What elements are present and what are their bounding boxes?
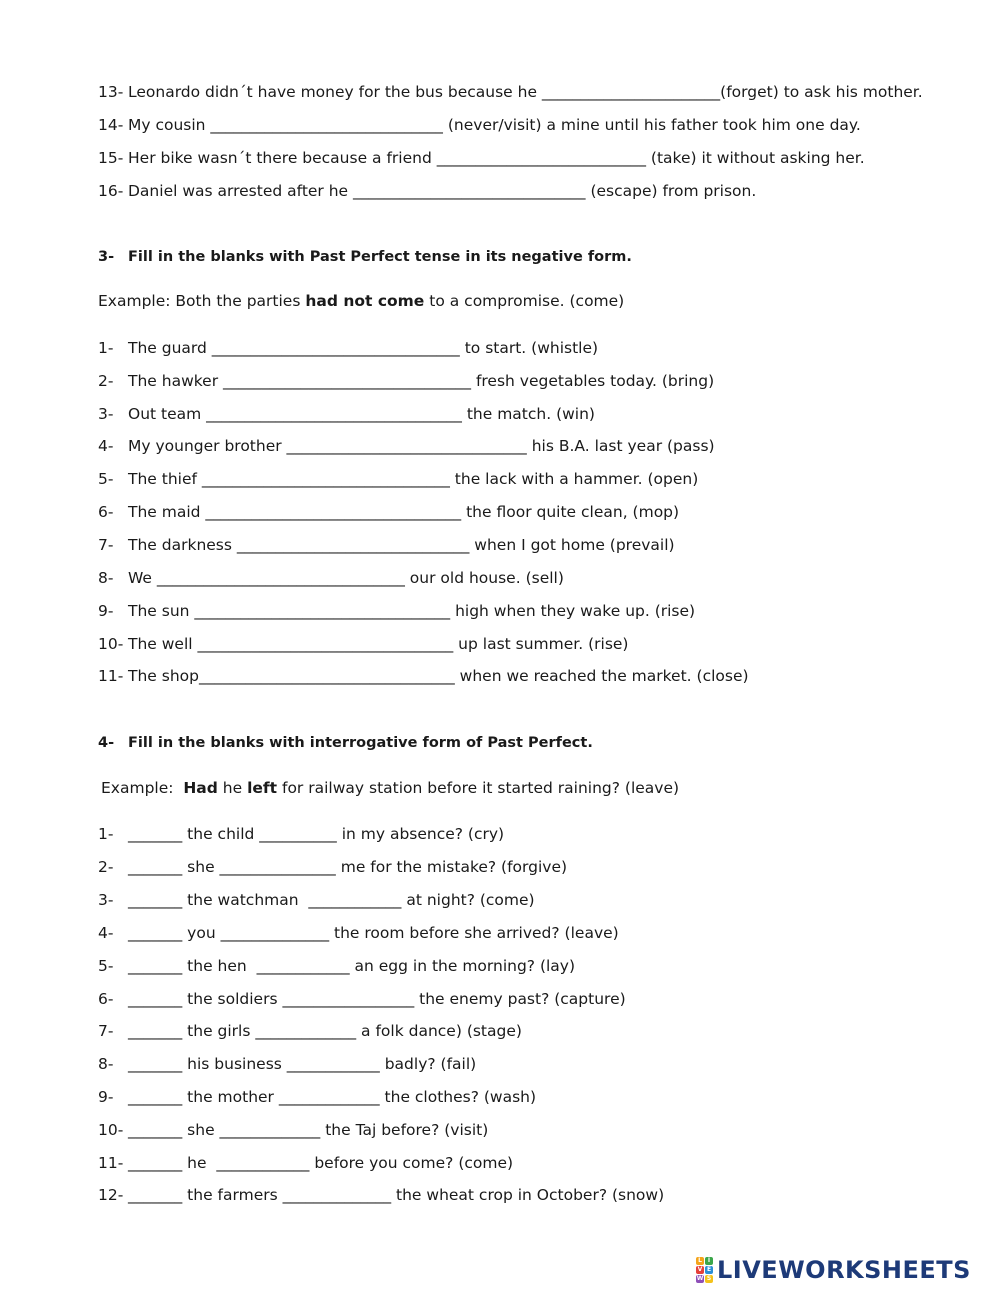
- item-text: Daniel was arrested after he ______________________________ (escape) from prison.: [128, 182, 757, 200]
- section-3-heading: [98, 247, 632, 267]
- exercise-item: 5- The thief ________________________________ the lack with a hammer. (open): [98, 470, 699, 488]
- logo-mark-tile: W: [696, 1275, 704, 1282]
- logo-mark-tile: E: [706, 1266, 712, 1273]
- example-answer: Had: [183, 779, 218, 797]
- exercise-item: 2- The hawker ________________________________ fresh vegetables today. (bring): [98, 372, 715, 390]
- section-number: 3-: [98, 249, 115, 265]
- exercise-item: 8- We ________________________________ our old house. (sell): [98, 569, 564, 587]
- logo-mark-tile: S: [706, 1275, 712, 1282]
- exercise-item: 10- The well _________________________________ up last summer. (rise): [98, 635, 629, 653]
- section-title: Fill in the blanks with interrogative form of Past Perfect.: [128, 735, 593, 751]
- logo-mark-tile: L: [696, 1257, 704, 1265]
- exercise-item: [98, 115, 861, 135]
- exercise-item: 4- _______ you ______________ the room before she arrived? (leave): [98, 924, 619, 942]
- logo-mark-tile: I: [705, 1257, 713, 1265]
- exercise-item: 9- The sun _________________________________ high when they wake up. (rise): [98, 602, 696, 620]
- exercise-item: [98, 181, 756, 201]
- example-answer: left: [247, 779, 278, 797]
- exercise-item: 7- The darkness ______________________________ when I got home (prevail): [98, 536, 675, 554]
- exercise-item: 8- _______ his business ____________ badly? (fail): [98, 1055, 477, 1073]
- exercise-item: 11- The shop_________________________________ when we reached the market. (close): [98, 667, 749, 685]
- logo-mark-tile: V: [697, 1266, 703, 1273]
- item-text: Leonardo didn´t have money for the bus because he _______________________(forget) to ask his mother.: [128, 83, 923, 101]
- exercise-item: 7- _______ the girls _____________ a folk dance) (stage): [98, 1022, 522, 1040]
- exercise-item: 2- _______ she _______________ me for the mistake? (forgive): [98, 858, 568, 876]
- example-answer: had not come: [305, 292, 425, 310]
- exercise-item: 10- _______ she _____________ the Taj before? (visit): [98, 1121, 489, 1139]
- item-number: 16-: [98, 182, 124, 200]
- section-title: Fill in the blanks with Past Perfect tense in its negative form.: [128, 249, 632, 265]
- section-3-example: Example: Both the parties had not come to a compromise. (come): [98, 292, 625, 310]
- exercise-item: 5- _______ the hen ____________ an egg in the morning? (lay): [98, 957, 576, 975]
- exercise-item: 3- Out team _________________________________ the match. (win): [98, 405, 595, 423]
- item-number: 15-: [98, 149, 124, 167]
- exercise-item: 9- _______ the mother _____________ the clothes? (wash): [98, 1088, 537, 1106]
- exercise-item: 3- _______ the watchman ____________ at night? (come): [98, 891, 535, 909]
- exercise-item: 11- _______ he ____________ before you come? (come): [98, 1154, 514, 1172]
- section-number: 4-: [98, 735, 115, 751]
- exercise-item: 6- The maid _________________________________ the floor quite clean, (mop): [98, 503, 680, 521]
- liveworksheets-logo[interactable]: [696, 1254, 971, 1286]
- item-text: Her bike wasn´t there because a friend ___________________________ (take) it without asking her.: [128, 149, 865, 167]
- exercise-item: 4- My younger brother _______________________________ his B.A. last year (pass): [98, 437, 715, 455]
- exercise-item: 1- _______ the child __________ in my absence? (cry): [98, 825, 505, 843]
- section-4-example: Example: Had he left for railway station before it started raining? (leave): [101, 779, 680, 797]
- logo-text: LIVEWORKSHEETS: [717, 1256, 971, 1284]
- item-number: 13-: [98, 83, 124, 101]
- section-4-heading: [98, 733, 593, 753]
- item-text: My cousin ______________________________ (never/visit) a mine until his father took him one day.: [128, 116, 861, 134]
- exercise-item: [98, 148, 865, 168]
- exercise-item: 12- _______ the farmers ______________ the wheat crop in October? (snow): [98, 1186, 665, 1204]
- exercise-item: [98, 82, 923, 102]
- exercise-item: 6- _______ the soldiers _________________ the enemy past? (capture): [98, 990, 626, 1008]
- item-number: 14-: [98, 116, 124, 134]
- exercise-item: 1- The guard ________________________________ to start. (whistle): [98, 339, 599, 357]
- liveworksheets-logo-icon: [696, 1257, 713, 1283]
